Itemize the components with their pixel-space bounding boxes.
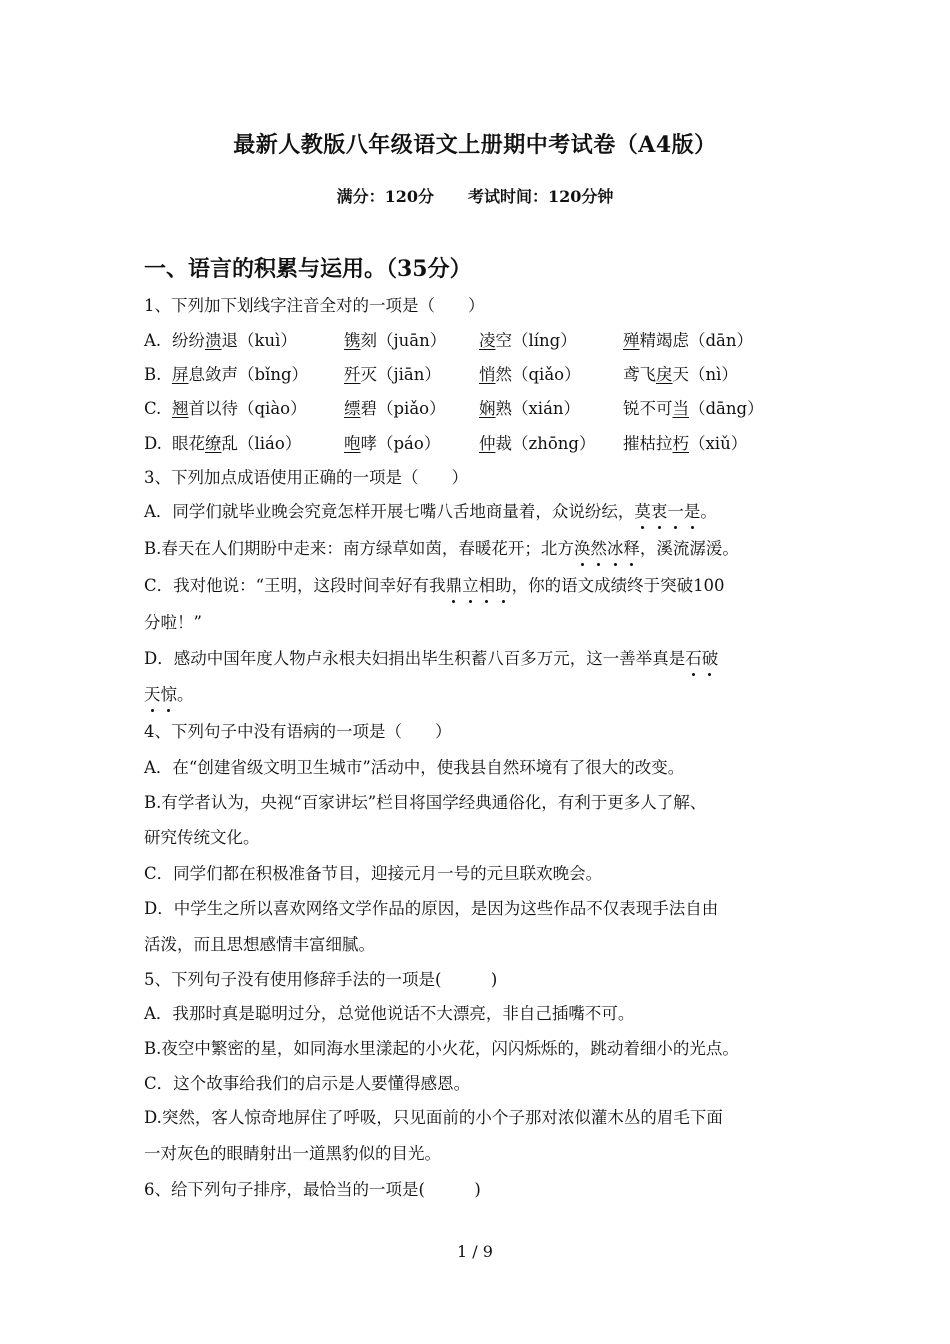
- dotted-idiom: 鼎立相助: [446, 576, 512, 595]
- q4-option-d: D．中学生之所以喜欢网络文学作品的原因，是因为这些作品不仅表现手法自由: [144, 899, 719, 918]
- option-item: 悄然（qiǎo）: [479, 365, 581, 384]
- q5-option-d: D.突然，客人惊奇地屏住了呼吸，只见面前的小个子那对浓似灌木丛的眉毛下面: [144, 1108, 723, 1127]
- q4-stem: 4、下列句子中没有语病的一项是（ ）: [144, 722, 452, 741]
- option-item: 摧枯拉朽（xiǔ）: [623, 434, 748, 453]
- q1-stem: 1、下列加下划线字注音全对的一项是（ ）: [144, 296, 485, 315]
- q5-option-b: B.夜空中繁密的星，如同海水里漾起的小火花，闪闪烁烁的，跳动着细小的光点。: [144, 1039, 739, 1058]
- q3-stem: 3、下列加点成语使用正确的一项是（ ）: [144, 468, 468, 487]
- full-score: 满分：120分: [336, 187, 434, 206]
- q6-stem: 6、给下列句子排序，最恰当的一项是( ): [144, 1180, 481, 1199]
- q3-option-a: A．同学们就毕业晚会究竟怎样开展七嘴八舌地商量着，众说纷纭，莫衷一是。: [144, 500, 824, 524]
- exam-time: 考试时间：120分钟: [468, 187, 614, 206]
- option-letter: B.: [144, 365, 162, 384]
- q4-option-b: B.有学者认为，央视“百家讲坛”栏目将国学经典通俗化，有利于更多人了解、: [144, 793, 707, 812]
- option-item: 歼灭（jiān）: [344, 365, 441, 384]
- option-item: 鸢飞戾天（nì）: [623, 365, 738, 384]
- option-item: 仲裁（zhōng）: [479, 434, 596, 453]
- option-item: 翘首以待（qiào）: [172, 399, 307, 418]
- q3-option-b: B.春天在人们期盼中走来：南方绿草如茵，春暖花开；北方涣然冰释，溪流潺湲。: [144, 537, 824, 561]
- option-item: 殚精竭虑（dān）: [623, 331, 754, 350]
- option-item: 眼花缭乱（liáo）: [172, 434, 302, 453]
- option-letter: A.: [144, 331, 162, 350]
- option-item: 娴熟（xián）: [479, 399, 581, 418]
- option-item: 纷纷溃退（kuì）: [172, 331, 297, 350]
- option-item: 镌刻（juān）: [344, 331, 447, 350]
- dotted-idiom: 莫衷一是: [634, 502, 700, 521]
- q5-option-a: A．我那时真是聪明过分，总觉他说话不大漂亮，非自己插嘴不可。: [144, 1004, 635, 1023]
- q4-option-d-cont: 活泼，而且思想感情丰富细腻。: [144, 935, 375, 954]
- option-letter: D.: [144, 434, 162, 453]
- q3-option-d: D．感动中国年度人物卢永根夫妇捐出毕生积蓄八百多万元，这一善举真是石破: [144, 647, 824, 671]
- section-heading: 一、语言的积累与运用。（35分）: [144, 256, 472, 282]
- dotted-idiom: 涣然冰释: [574, 539, 640, 558]
- option-item: 缥碧（piǎo）: [344, 399, 446, 418]
- q5-stem: 5、下列句子没有使用修辞手法的一项是( ): [144, 970, 498, 989]
- option-item: 锐不可当（dāng）: [623, 399, 764, 418]
- q5-option-c: C．这个故事给我们的启示是人要懂得感恩。: [144, 1074, 471, 1093]
- option-item: 凌空（líng）: [479, 331, 577, 350]
- q3-option-c: C．我对他说：“王明，这段时间幸好有我鼎立相助，你的语文成绩终于突破100: [144, 574, 824, 598]
- q3-option-d-cont: 天惊。: [144, 683, 824, 707]
- exam-info: [0, 184, 950, 207]
- q5-option-d-cont: 一对灰色的眼睛射出一道黑豹似的目光。: [144, 1144, 441, 1163]
- page-number: 1 / 9: [457, 1242, 493, 1261]
- option-item: 咆哮（páo）: [344, 434, 441, 453]
- q4-option-c: C．同学们都在积极准备节目，迎接元月一号的元旦联欢晚会。: [144, 864, 603, 883]
- page-title: 最新人教版八年级语文上册期中考试卷（A4版）: [233, 132, 717, 158]
- q3-option-c-cont: 分啦！”: [144, 613, 202, 632]
- q4-option-a: A．在“创建省级文明卫生城市”活动中，使我县自然环境有了很大的改变。: [144, 758, 685, 777]
- dotted-idiom: 天惊: [144, 685, 177, 704]
- q4-option-b-cont: 研究传统文化。: [144, 828, 260, 847]
- dotted-idiom: 石破: [685, 649, 718, 668]
- option-item: 屏息敛声（bǐng）: [172, 365, 309, 384]
- option-letter: C.: [144, 399, 162, 418]
